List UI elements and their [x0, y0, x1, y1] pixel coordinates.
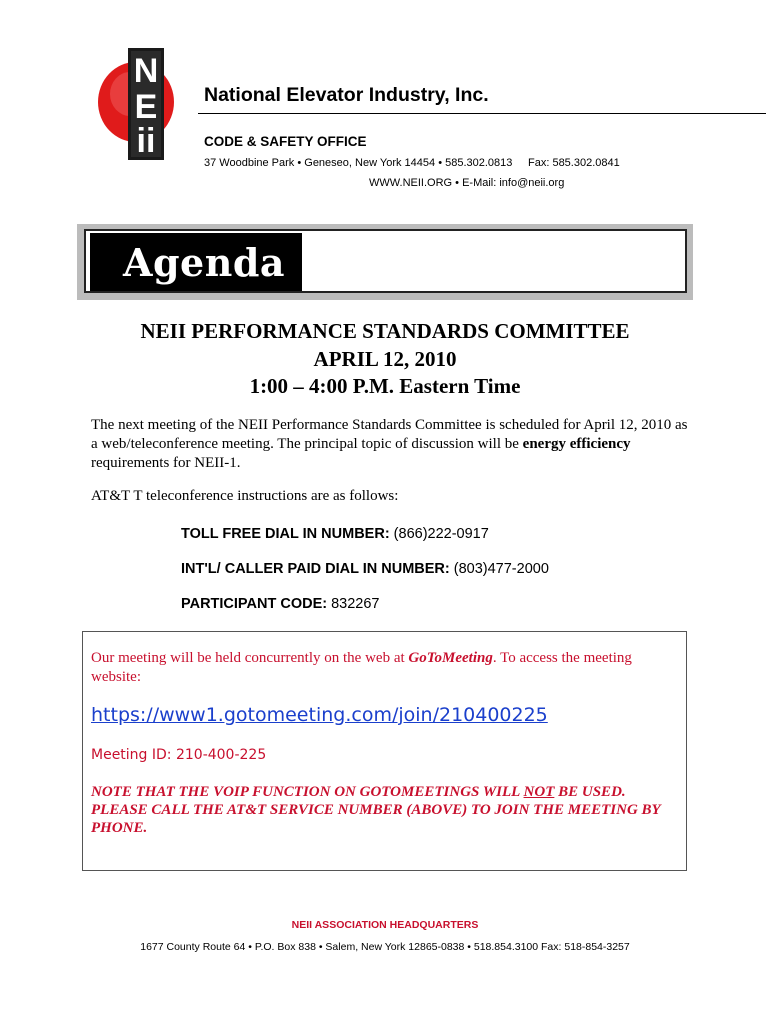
voip-note	[91, 783, 681, 837]
toll-free-value: (866)222-0917	[389, 526, 489, 542]
gotomeeting-name: GoToMeeting	[408, 650, 493, 666]
participant-code-value: 832267	[327, 596, 380, 612]
teleconference-intro: AT&T T teleconference instructions are as follows:	[91, 488, 399, 504]
committee-title: NEII PERFORMANCE STANDARDS COMMITTEE	[140, 319, 630, 343]
voip-note-before: NOTE THAT THE VOIP FUNCTION ON GOTOMEETINGS WILL	[91, 784, 524, 800]
intro-text-before: The next meeting of the NEII Performance Standards Committee is scheduled for April 12, 2010 as a web/teleconference meeting. The principal topic of discussion will be	[91, 417, 688, 452]
neii-logo	[96, 46, 196, 162]
footer-title: NEII ASSOCIATION HEADQUARTERS	[291, 919, 479, 931]
intl-label: INT'L/ CALLER PAID DIAL IN NUMBER:	[181, 561, 450, 577]
intl-value: (803)477-2000	[449, 561, 549, 577]
toll-free-number	[181, 526, 489, 542]
office-address: 37 Woodbine Park • Geneseo, New York 14454 • 585.302.0813	[204, 157, 513, 169]
intro-paragraph	[91, 416, 691, 473]
logo-letter-ii: ii	[136, 122, 156, 160]
participant-code-label: PARTICIPANT CODE:	[181, 596, 328, 612]
intro-emphasis: energy efficiency	[522, 436, 631, 452]
intro-text-after: requirements for NEII-1.	[91, 455, 241, 471]
company-name: National Elevator Industry, Inc.	[204, 84, 489, 106]
notice-text-after: . To access the meeting website:	[91, 650, 632, 685]
meeting-id: Meeting ID: 210-400-225	[91, 747, 267, 763]
voip-note-not: NOT	[523, 784, 555, 800]
footer-address: 1677 County Route 64 • P.O. Box 838 • Salem, New York 12865-0838 • 518.854.3100 Fax: 518-854-3257	[140, 941, 630, 953]
web-meeting-text	[91, 649, 671, 687]
meeting-date: APRIL 12, 2010	[313, 347, 457, 371]
intl-number	[181, 561, 549, 577]
notice-text-before: Our meeting will be held concurrently on the web at	[91, 650, 409, 666]
meeting-url-link[interactable]: https://www1.gotomeeting.com/join/210400225	[91, 704, 548, 726]
office-name: CODE & SAFETY OFFICE	[204, 134, 367, 149]
participant-code	[181, 596, 380, 612]
office-fax: Fax: 585.302.0841	[528, 157, 620, 169]
voip-note-after: BE USED. PLEASE CALL THE AT&T SERVICE NUMBER (ABOVE) TO JOIN THE MEETING BY PHONE.	[91, 784, 661, 836]
office-web-email: WWW.NEII.ORG • E-Mail: info@neii.org	[369, 177, 565, 189]
logo-letter-e: E	[134, 88, 158, 126]
meeting-time: 1:00 – 4:00 P.M. Eastern Time	[249, 374, 521, 398]
toll-free-label: TOLL FREE DIAL IN NUMBER:	[181, 526, 390, 542]
header-divider	[198, 113, 766, 114]
logo-letter-n: N	[133, 52, 159, 90]
agenda-title: Agenda	[123, 240, 286, 285]
